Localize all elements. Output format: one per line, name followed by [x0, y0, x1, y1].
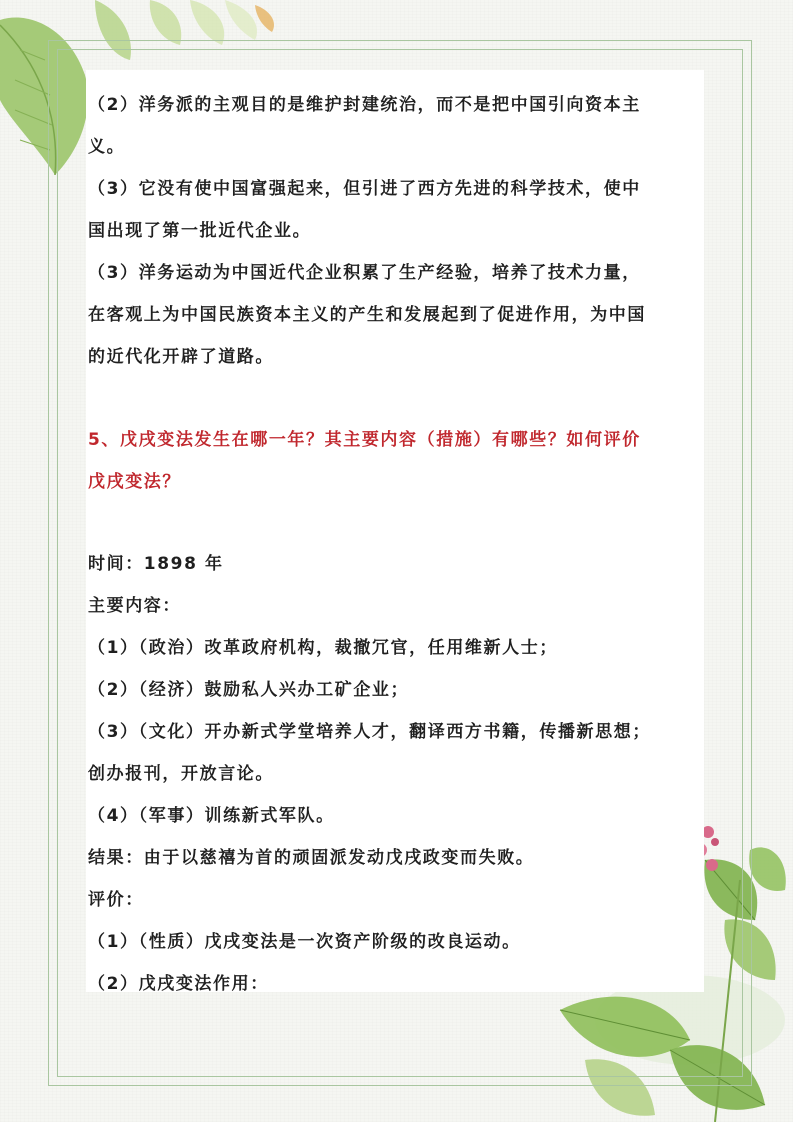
text-line: （2）戊戌变法作用： [88, 974, 269, 994]
text-line: （1）（政治）改革政府机构，裁撤冗官，任用维新人士； [88, 638, 558, 658]
text-line: 在客观上为中国民族资本主义的产生和发展起到了促进作用，为中国 [88, 305, 646, 325]
question-heading: 戊戌变法？ [88, 472, 181, 492]
text-line: 的近代化开辟了道路。 [88, 347, 274, 367]
text-line: （3）洋务运动为中国近代企业积累了生产经验，培养了技术力量， [88, 263, 641, 283]
text-line: （2）洋务派的主观目的是维护封建统治，而不是把中国引向资本主 [88, 95, 641, 115]
text-line: 主要内容： [88, 596, 181, 616]
text-line: 国出现了第一批近代企业。 [88, 221, 312, 241]
text-line: 评价： [88, 890, 144, 910]
text-line: （2）（经济）鼓励私人兴办工矿企业； [88, 680, 410, 700]
text-line: （3）它没有使中国富强起来，但引进了西方先进的科学技术，使中 [88, 179, 641, 199]
text-line: 义。 [88, 137, 126, 157]
text-line: （1）（性质）戊戌变法是一次资产阶级的改良运动。 [88, 932, 521, 952]
question-heading: 5、戊戌变法发生在哪一年？其主要内容（措施）有哪些？如何评价 [88, 430, 641, 450]
text-line: 时间：1898 年 [88, 554, 224, 574]
text-line: （3）（文化）开办新式学堂培养人才，翻译西方书籍，传播新思想； [88, 722, 651, 742]
text-line: 创办报刊，开放言论。 [88, 764, 274, 784]
text-line: 结果：由于以慈禧为首的顽固派发动戊戌政变而失败。 [88, 848, 535, 868]
text-line: （4）（军事）训练新式军队。 [88, 806, 335, 826]
